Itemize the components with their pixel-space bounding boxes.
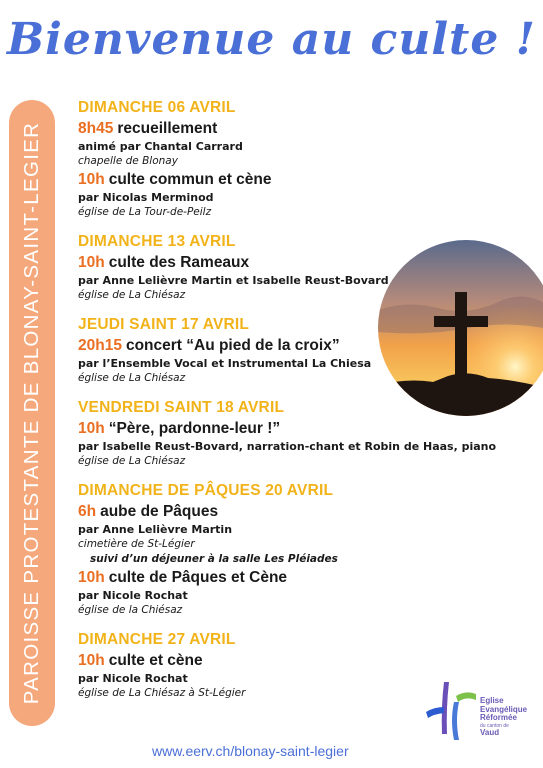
- service-title: [78, 651, 538, 671]
- service-title: [78, 502, 538, 522]
- page-title: Bienvenue au culte !: [6, 14, 536, 65]
- service-time: 8h45: [78, 120, 114, 137]
- parish-sidebar: [9, 100, 55, 726]
- service-time: 6h: [78, 503, 97, 520]
- logo-line: Eglise: [480, 696, 504, 705]
- eerv-logo-text: [480, 697, 527, 737]
- service-time: 10h: [78, 171, 105, 188]
- service-leader: par Nicole Rochat: [78, 589, 188, 602]
- event-date: VENDREDI SAINT 18 AVRIL: [78, 399, 285, 416]
- event-block: [78, 480, 538, 618]
- service-time: 10h: [78, 569, 105, 586]
- logo-line: Réformée: [480, 713, 517, 722]
- service-time: 10h: [78, 652, 105, 669]
- cross-icon: [378, 240, 543, 416]
- service-place: chapelle de Blonay: [78, 155, 178, 167]
- service-leader: par Nicole Rochat: [78, 672, 188, 685]
- service-title: [78, 119, 538, 139]
- event-date: DIMANCHE DE PÂQUES 20 AVRIL: [78, 482, 334, 499]
- sunset-cross-image: [378, 240, 543, 416]
- service-note: suivi d’un déjeuner à la salle Les Pléiades: [90, 553, 338, 565]
- event-date: DIMANCHE 06 AVRIL: [78, 99, 236, 116]
- service-title: [78, 419, 538, 439]
- service-title: [78, 170, 538, 190]
- event-date: DIMANCHE 13 AVRIL: [78, 233, 236, 250]
- service-name: culte commun et cène: [108, 171, 272, 188]
- service-name: aube de Pâques: [100, 503, 219, 520]
- service-leader: par Anne Lelièvre Martin et Isabelle Reust-Bovard: [78, 274, 389, 287]
- service-name: culte et cène: [108, 652, 203, 669]
- service-time: 10h: [78, 254, 105, 271]
- service-leader: par Nicolas Merminod: [78, 191, 214, 204]
- service-name: culte des Rameaux: [108, 254, 250, 271]
- logo-line: Evangélique: [480, 704, 528, 714]
- service-place: cimetière de St-Légier: [78, 538, 195, 550]
- service-place: église de La Chiésaz: [78, 372, 186, 384]
- service-time: 20h15: [78, 337, 122, 354]
- service-place: église de La Chiésaz: [78, 455, 186, 467]
- service-name: “Père, pardonne-leur !”: [108, 420, 281, 437]
- service-place: église de La Chiésaz à St-Légier: [78, 687, 246, 699]
- service-place: église de La Chiésaz: [78, 289, 186, 301]
- service-leader: par Isabelle Reust-Bovard, narration-chant et Robin de Haas, piano: [78, 440, 497, 453]
- service-leader: par Anne Lelièvre Martin: [78, 523, 233, 536]
- event-date: DIMANCHE 27 AVRIL: [78, 631, 236, 648]
- eerv-logo: [424, 676, 534, 746]
- event-date: JEUDI SAINT 17 AVRIL: [78, 316, 250, 333]
- event-block: [78, 97, 538, 220]
- service-name: recueillement: [117, 120, 218, 137]
- service-leader: par l’Ensemble Vocal et Instrumental La Chiesa: [78, 357, 372, 370]
- logo-line: du canton de: [480, 722, 509, 729]
- service-place: église de la Chiésaz: [78, 604, 183, 616]
- service-name: concert “Au pied de la croix”: [125, 337, 340, 354]
- logo-line: Vaud: [480, 727, 500, 737]
- eerv-cross-icon: [424, 676, 484, 746]
- service-place: église de La Tour-de-Peilz: [78, 206, 212, 218]
- service-leader: animé par Chantal Carrard: [78, 140, 243, 153]
- service-title: [78, 568, 538, 588]
- website-link[interactable]: www.eerv.ch/blonay-saint-legier: [152, 743, 349, 759]
- sidebar-label: PAROISSE PROTESTANTE DE BLONAY-SAINT-LEGIER: [20, 121, 43, 705]
- service-name: culte de Pâques et Cène: [108, 569, 288, 586]
- service-time: 10h: [78, 420, 105, 437]
